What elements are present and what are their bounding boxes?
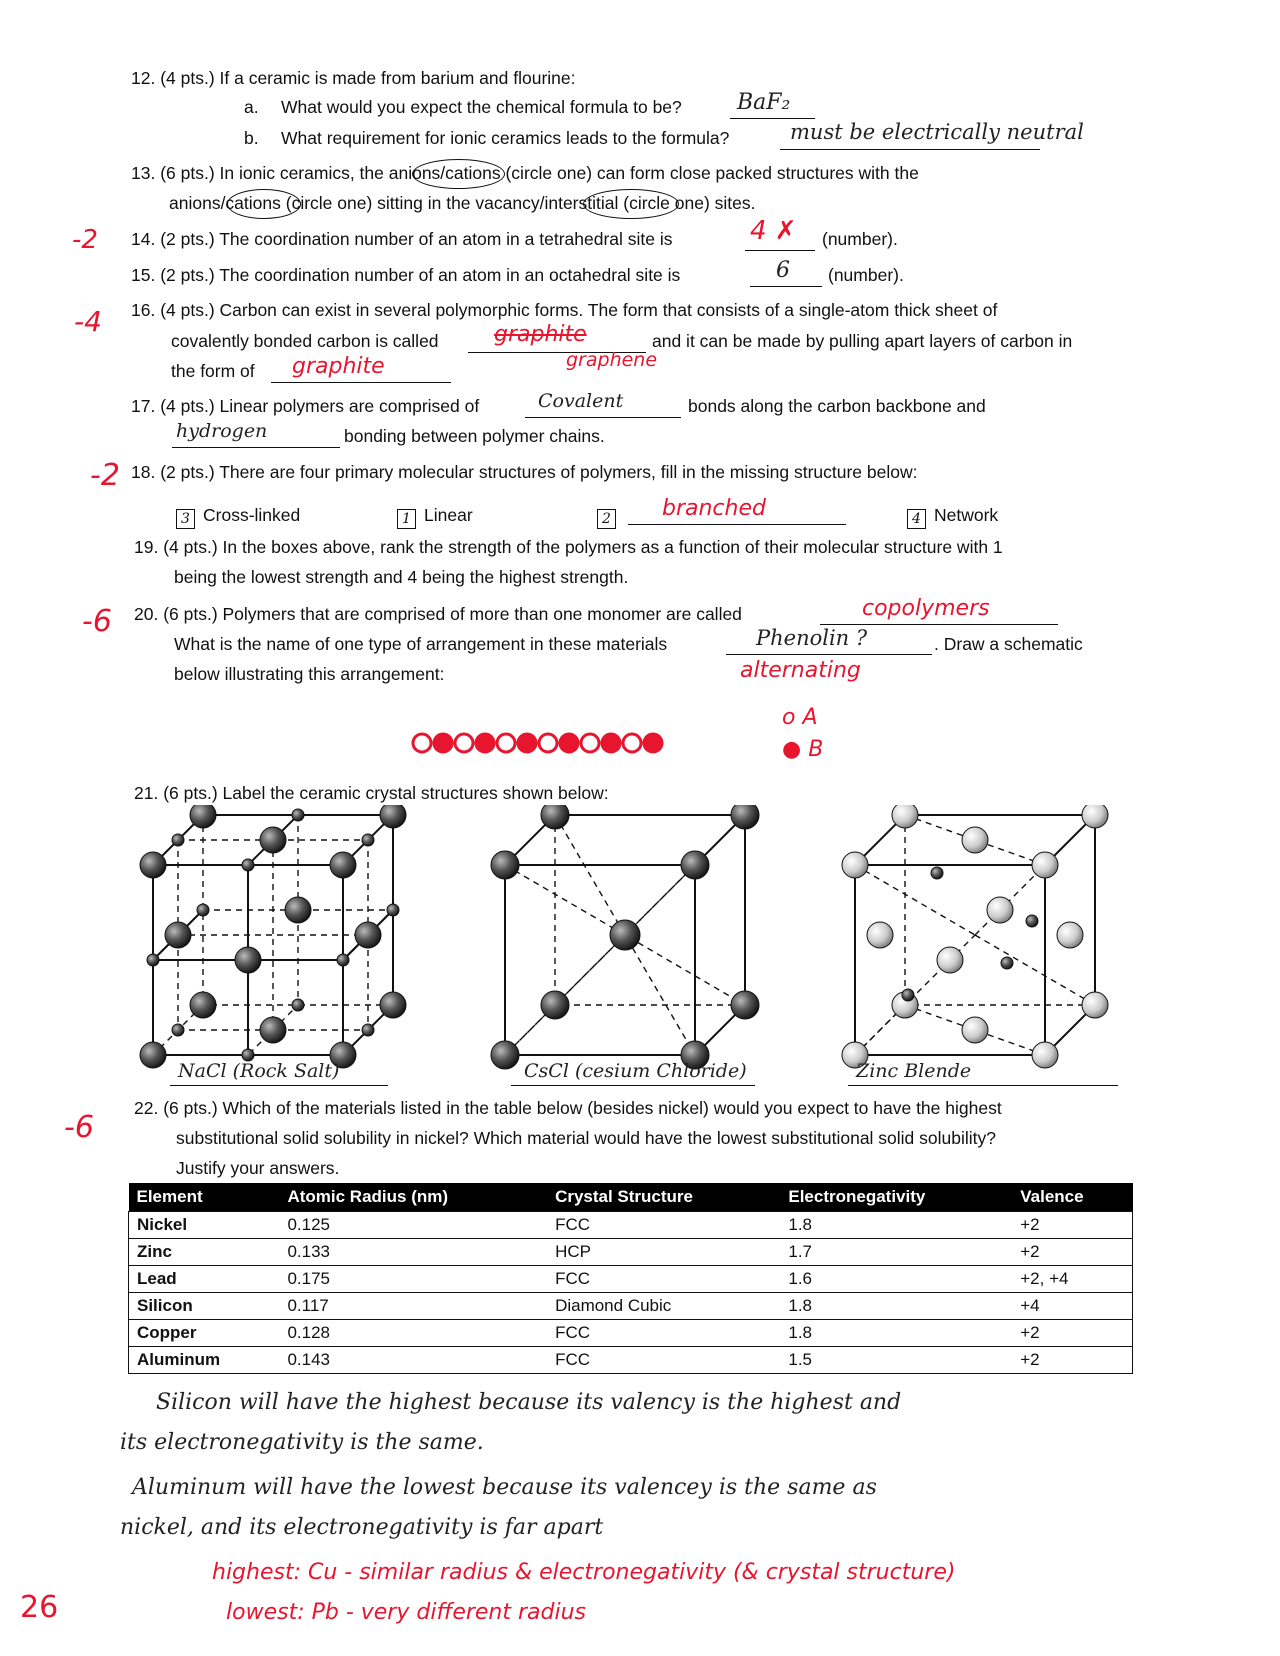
- bead-a: [455, 734, 473, 752]
- answer22-line2: its electronegativity is the same.: [120, 1430, 484, 1455]
- cell-radius: 0.143: [279, 1347, 547, 1374]
- structure-label: Network: [934, 505, 999, 525]
- structure-label-blank-3[interactable]: [848, 1085, 1118, 1086]
- q22-prompt-line3: Justify your answers.: [176, 1158, 340, 1178]
- q16-prompt-line3: the form of: [171, 361, 255, 381]
- q17-blank2[interactable]: [172, 447, 340, 448]
- cell-structure: FCC: [547, 1212, 780, 1239]
- structure-item-network: [907, 505, 998, 529]
- answer22-line1: Silicon will have the highest because its valency is the highest and: [156, 1390, 902, 1415]
- q20-blank1[interactable]: [820, 624, 1058, 625]
- cell-valence: +2: [1012, 1320, 1132, 1347]
- q20-prompt-line2b: . Draw a schematic: [934, 634, 1083, 654]
- q12b-answer: must be electrically neutral: [790, 120, 1084, 144]
- structure-label: Cross-linked: [203, 505, 301, 525]
- bead-b: [602, 734, 620, 752]
- q20-prompt-line2a: What is the name of one type of arrangement in these materials: [174, 634, 668, 654]
- cell-electronegativity: 1.5: [780, 1347, 1012, 1374]
- q22-grade: -6: [64, 1110, 94, 1145]
- q12a-blank[interactable]: [730, 118, 815, 119]
- q18-answer: branched: [662, 496, 766, 521]
- q16-answer2: graphite: [292, 354, 385, 379]
- q16-prompt-line2b: and it can be made by pulling apart layers of carbon in: [652, 331, 1073, 351]
- q16-correction: graphene: [566, 349, 658, 371]
- q20-grade: -6: [82, 604, 112, 639]
- structure-label-blank-2[interactable]: [511, 1085, 755, 1086]
- cations-circle-mark: [227, 189, 301, 219]
- legend-a: o A: [782, 705, 818, 730]
- rank-box[interactable]: 3: [176, 509, 195, 529]
- cell-electronegativity: 1.6: [780, 1266, 1012, 1293]
- q19-prompt-line2: being the lowest strength and 4 being the highest strength.: [174, 567, 629, 587]
- bead-b: [434, 734, 452, 752]
- cell-element: Aluminum: [129, 1347, 280, 1374]
- cell-radius: 0.133: [279, 1239, 547, 1266]
- q20-answer2: Phenolin ?: [756, 626, 868, 650]
- q12b-prompt: What requirement for ionic ceramics leads to the formula?: [281, 128, 730, 148]
- q15-blank[interactable]: [750, 286, 822, 287]
- structure-item-linear: [397, 505, 473, 529]
- header-valence: Valence: [1012, 1183, 1132, 1212]
- cell-structure: FCC: [547, 1320, 780, 1347]
- bead-b: [560, 734, 578, 752]
- table-header-row: [129, 1183, 1133, 1212]
- grader-comment-highest: highest: Cu - similar radius & electronegativity (& crystal structure): [212, 1560, 956, 1585]
- q19-prompt-line1: 19. (4 pts.) In the boxes above, rank the strength of the polymers as a function of their molecular structure with 1: [134, 537, 1003, 557]
- q21-prompt: 21. (6 pts.) Label the ceramic crystal structures shown below:: [134, 783, 609, 803]
- q16-prompt-line1: 16. (4 pts.) Carbon can exist in several polymorphic forms. The form that consists of a single-atom thick sheet of: [131, 300, 998, 320]
- q16-answer1: graphite: [494, 322, 587, 347]
- q12-prompt: 12. (4 pts.) If a ceramic is made from barium and flourine:: [131, 68, 576, 88]
- cell-radius: 0.117: [279, 1293, 547, 1320]
- q17-blank1[interactable]: [525, 417, 681, 418]
- q22-prompt-line1: 22. (6 pts.) Which of the materials listed in the table below (besides nickel) would you expect to have the highest: [134, 1098, 1002, 1118]
- table-row: [129, 1212, 1133, 1239]
- q12a-prompt: What would you expect the chemical formula to be?: [281, 97, 682, 117]
- copolymer-beads: [413, 734, 662, 752]
- q15-unit: (number).: [828, 265, 904, 285]
- cell-radius: 0.128: [279, 1320, 547, 1347]
- cell-structure: HCP: [547, 1239, 780, 1266]
- q20-prompt-line3: below illustrating this arrangement:: [174, 664, 445, 684]
- q16-grade: -4: [74, 305, 102, 338]
- bead-a: [539, 734, 557, 752]
- cell-structure: FCC: [547, 1266, 780, 1293]
- bead-a: [497, 734, 515, 752]
- q14-unit: (number).: [822, 229, 898, 249]
- structure-item-missing: [597, 505, 624, 529]
- structure-label: Linear: [424, 505, 473, 525]
- total-score: 26: [20, 1590, 59, 1625]
- q18-blank[interactable]: [628, 524, 846, 525]
- q22-prompt-line2: substitutional solid solubility in nickel? Which material would have the lowest substitutional solid solubility?: [176, 1128, 996, 1148]
- q20-prompt-line1: 20. (6 pts.) Polymers that are comprised of more than one monomer are called: [134, 604, 742, 624]
- header-crystal-structure: Crystal Structure: [547, 1183, 780, 1212]
- header-electronegativity: Electronegativity: [780, 1183, 1012, 1212]
- bead-a: [623, 734, 641, 752]
- cell-radius: 0.175: [279, 1266, 547, 1293]
- cell-electronegativity: 1.8: [780, 1212, 1012, 1239]
- q18-grade: -2: [90, 458, 120, 493]
- table-row: [129, 1239, 1133, 1266]
- nacl-crystal-diagram: [128, 805, 418, 1075]
- cell-valence: +2: [1012, 1347, 1132, 1374]
- q13-prompt-line1: 13. (6 pts.) In ionic ceramics, the anions/cations (circle one) can form close packed structures with the: [131, 163, 919, 183]
- cell-electronegativity: 1.7: [780, 1239, 1012, 1266]
- cell-element: Silicon: [129, 1293, 280, 1320]
- cell-valence: +4: [1012, 1293, 1132, 1320]
- cell-structure: FCC: [547, 1347, 780, 1374]
- q20-answer1: copolymers: [862, 596, 990, 621]
- q15-answer: 6: [776, 258, 790, 283]
- q17-answer1: Covalent: [538, 390, 624, 412]
- cell-valence: +2: [1012, 1239, 1132, 1266]
- q14-grade: -2: [72, 225, 98, 255]
- q20-blank2[interactable]: [726, 654, 932, 655]
- cell-electronegativity: 1.8: [780, 1293, 1012, 1320]
- legend-b: ● B: [782, 737, 824, 762]
- cell-electronegativity: 1.8: [780, 1320, 1012, 1347]
- cell-element: Copper: [129, 1320, 280, 1347]
- element-properties-table: [128, 1183, 1133, 1374]
- structure-label-blank-1[interactable]: [170, 1085, 388, 1086]
- rank-box[interactable]: 2: [597, 509, 616, 529]
- cell-radius: 0.125: [279, 1212, 547, 1239]
- q16-blank2[interactable]: [271, 382, 451, 383]
- bead-b: [518, 734, 536, 752]
- q16-prompt-line2a: covalently bonded carbon is called: [171, 331, 439, 351]
- structure-label-nacl: NaCl (Rock Salt): [178, 1060, 340, 1082]
- table-row: [129, 1266, 1133, 1293]
- q17-prompt-line1a: 17. (4 pts.) Linear polymers are comprised of: [131, 396, 480, 416]
- bead-b: [476, 734, 494, 752]
- cell-valence: +2, +4: [1012, 1266, 1132, 1293]
- cell-structure: Diamond Cubic: [547, 1293, 780, 1320]
- anions-circle-mark: [412, 159, 505, 189]
- bead-a: [413, 734, 431, 752]
- structure-item-cross-linked: [176, 505, 300, 529]
- q15-prompt: 15. (2 pts.) The coordination number of an atom in an octahedral site is: [131, 265, 681, 285]
- q14-blank[interactable]: [745, 250, 815, 251]
- rank-box[interactable]: 4: [907, 509, 926, 529]
- table-row: [129, 1320, 1133, 1347]
- bead-a: [581, 734, 599, 752]
- structure-label-cscl: CsCl (cesium Chloride): [524, 1060, 747, 1082]
- cell-element: Lead: [129, 1266, 280, 1293]
- cscl-crystal-diagram: [480, 805, 770, 1075]
- table-row: [129, 1347, 1133, 1374]
- zinc-blende-crystal-diagram: [830, 805, 1120, 1075]
- header-atomic-radius: Atomic Radius (nm): [279, 1183, 547, 1212]
- q17-prompt-line2: bonding between polymer chains.: [344, 426, 605, 446]
- q13-prompt-line2: anions/cations (circle one) sitting in the vacancy/interstitial (circle one) sites.: [169, 193, 756, 213]
- cell-element: Zinc: [129, 1239, 280, 1266]
- q12a-label: a.: [244, 97, 259, 117]
- q17-prompt-line1b: bonds along the carbon backbone and: [688, 396, 986, 416]
- answer22-line4: nickel, and its electronegativity is far apart: [120, 1515, 604, 1540]
- answer22-line3: Aluminum will have the lowest because its valencey is the same as: [132, 1475, 877, 1500]
- q14-answer: 4 ✗: [750, 216, 797, 246]
- bead-b: [644, 734, 662, 752]
- q12b-label: b.: [244, 128, 259, 148]
- q12b-blank[interactable]: [780, 149, 1040, 150]
- q17-answer2: hydrogen: [176, 420, 268, 442]
- q14-prompt: 14. (2 pts.) The coordination number of an atom in a tetrahedral site is: [131, 229, 673, 249]
- table-row: [129, 1293, 1133, 1320]
- q12a-answer: BaF₂: [737, 90, 791, 115]
- q20-correction: alternating: [740, 658, 861, 683]
- interstitial-circle-mark: [583, 189, 679, 219]
- q18-prompt: 18. (2 pts.) There are four primary molecular structures of polymers, fill in the missing structure below:: [131, 462, 918, 482]
- header-element: Element: [129, 1183, 280, 1212]
- rank-box[interactable]: 1: [397, 509, 416, 529]
- cell-element: Nickel: [129, 1212, 280, 1239]
- cell-valence: +2: [1012, 1212, 1132, 1239]
- alternating-copolymer-schematic: [410, 728, 680, 758]
- structure-label-zinc-blende: Zinc Blende: [856, 1060, 972, 1082]
- grader-comment-lowest: lowest: Pb - very different radius: [226, 1600, 587, 1625]
